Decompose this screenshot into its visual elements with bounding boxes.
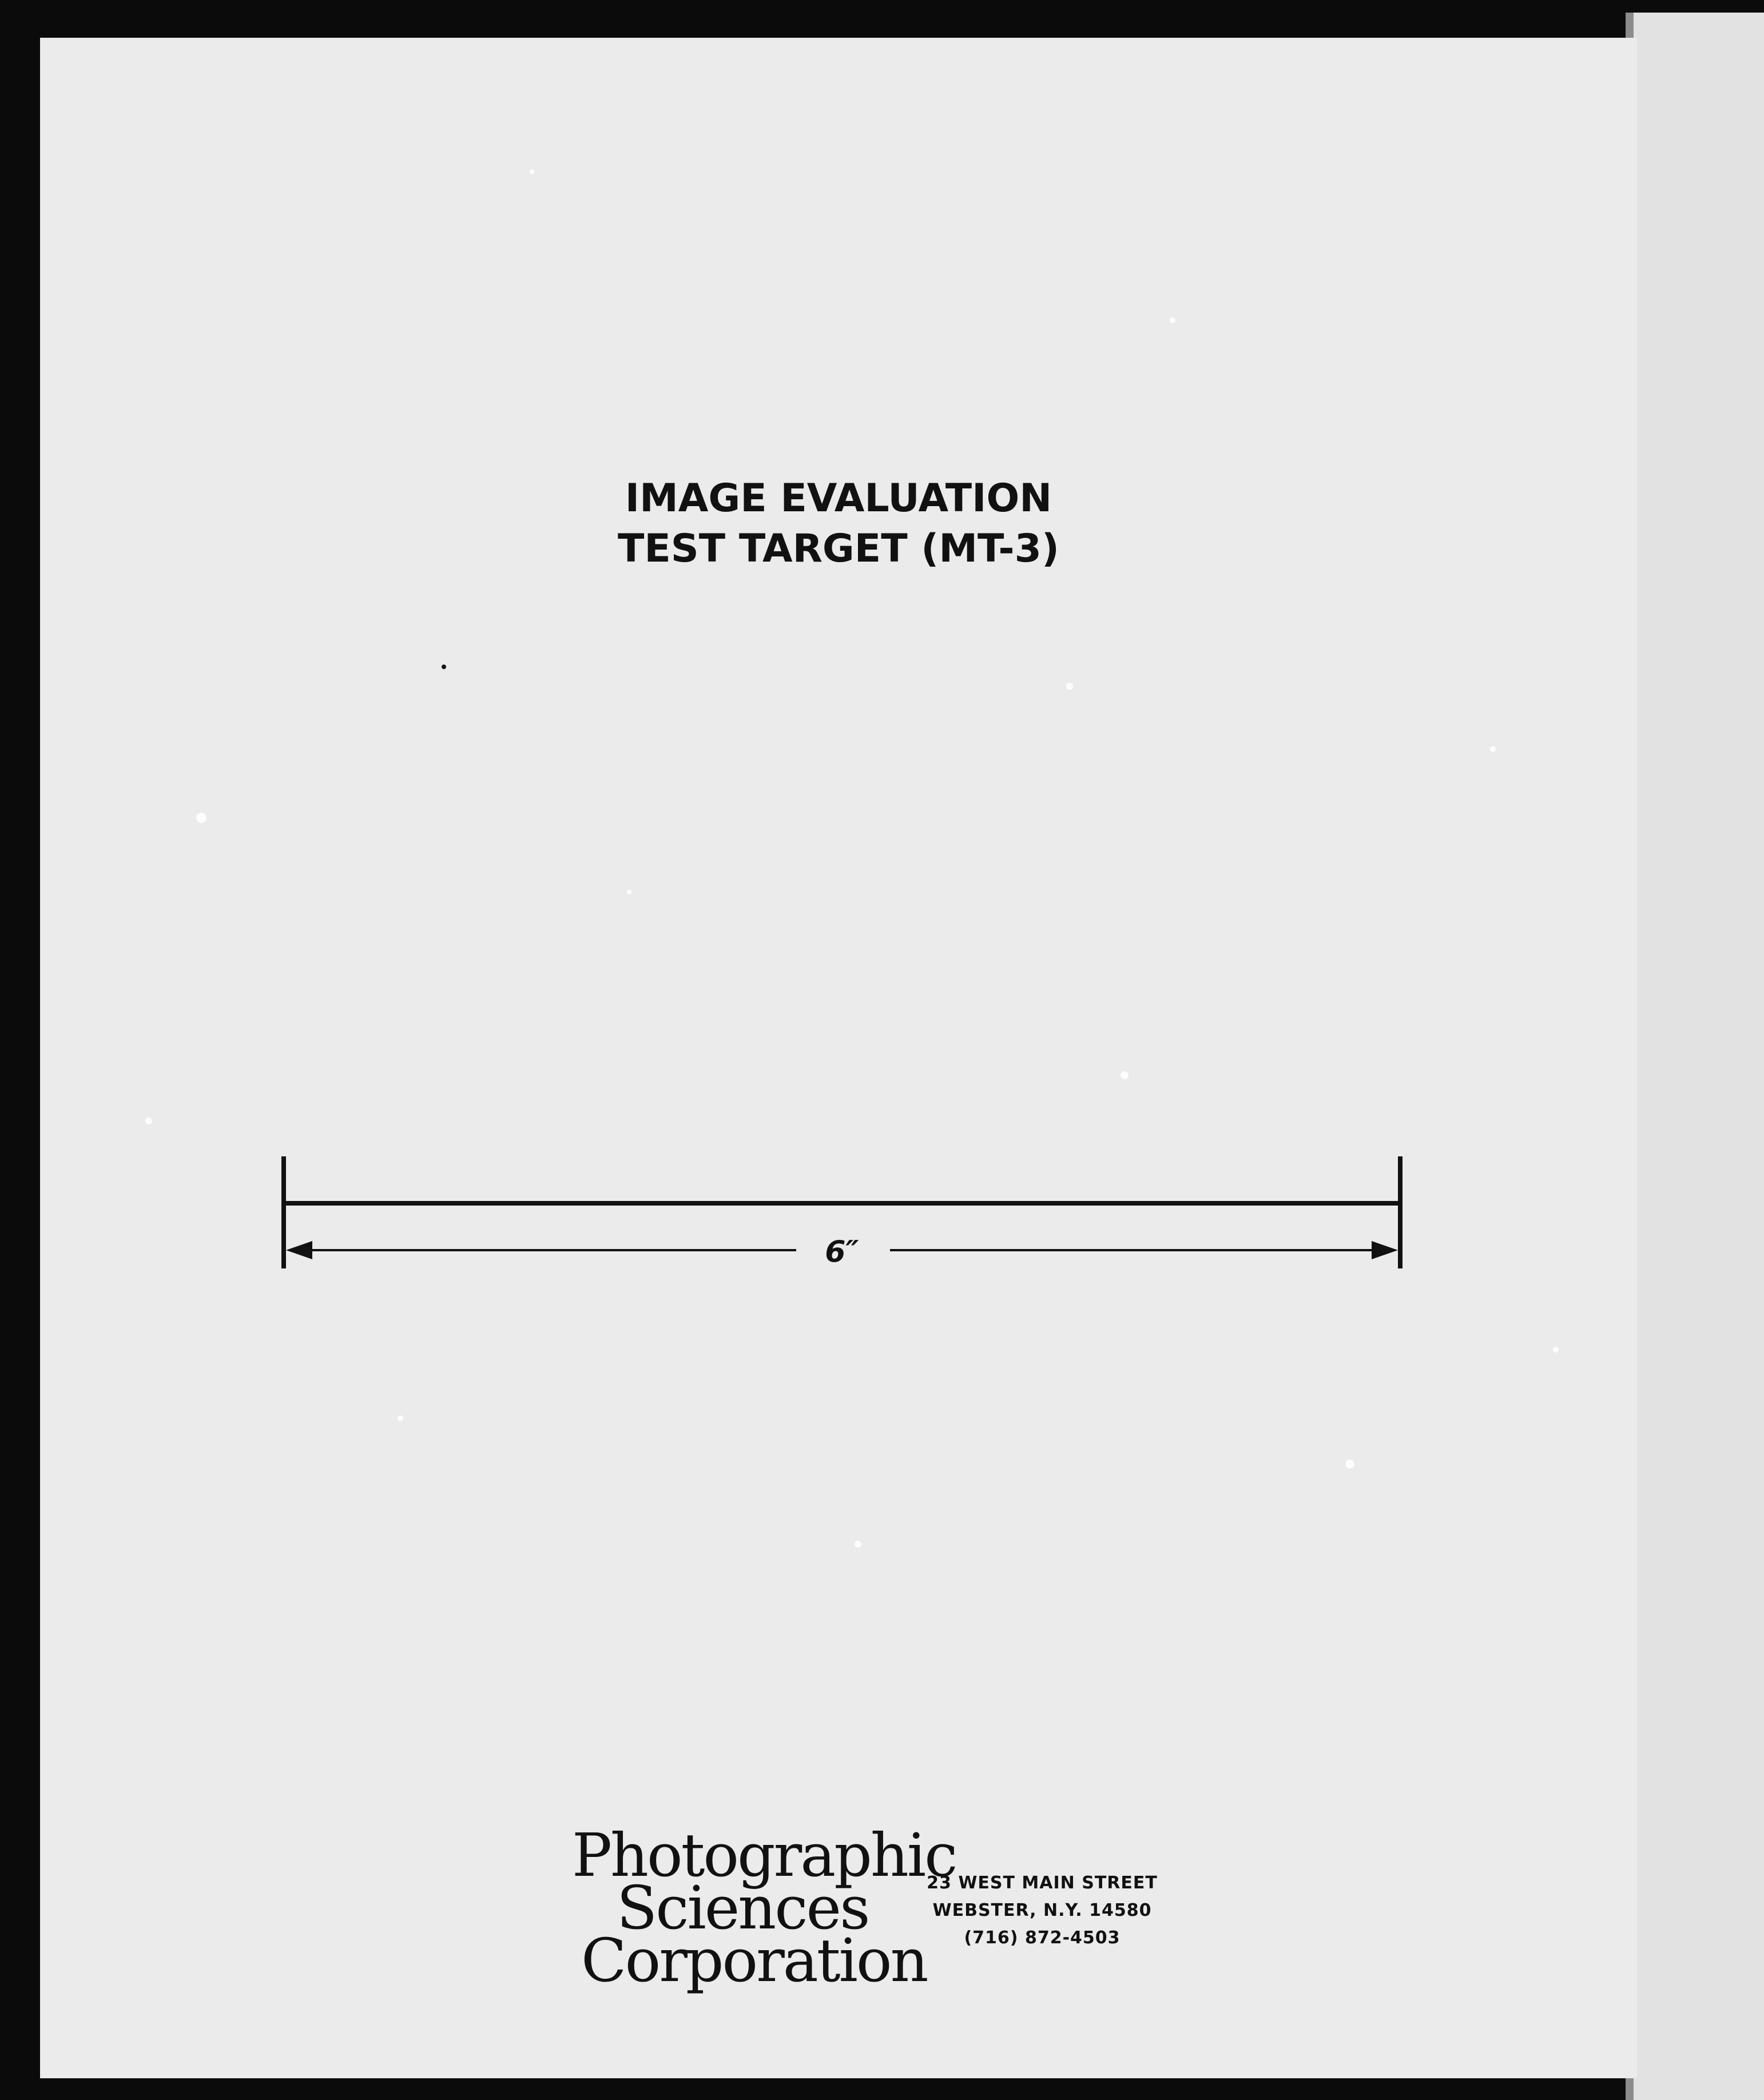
address-phone: (716) 872-4503 — [964, 1928, 1121, 1948]
adjacent-card-strip — [1626, 13, 1764, 2100]
title-line-1: IMAGE EVALUATION — [625, 476, 1052, 521]
scale-bar-label: 6″ — [825, 1235, 859, 1269]
address-city: WEBSTER, N.Y. 14580 — [932, 1900, 1152, 1920]
address-street: 23 WEST MAIN STREET — [927, 1873, 1158, 1893]
company-name-line-3: Corporation — [581, 1926, 927, 1995]
title-line-2: TEST TARGET (MT-3) — [617, 526, 1060, 571]
company-name-line-1: Photographic — [572, 1820, 956, 1890]
company-name-line-2: Sciences — [617, 1873, 869, 1943]
test-target-card — [40, 38, 1637, 2078]
